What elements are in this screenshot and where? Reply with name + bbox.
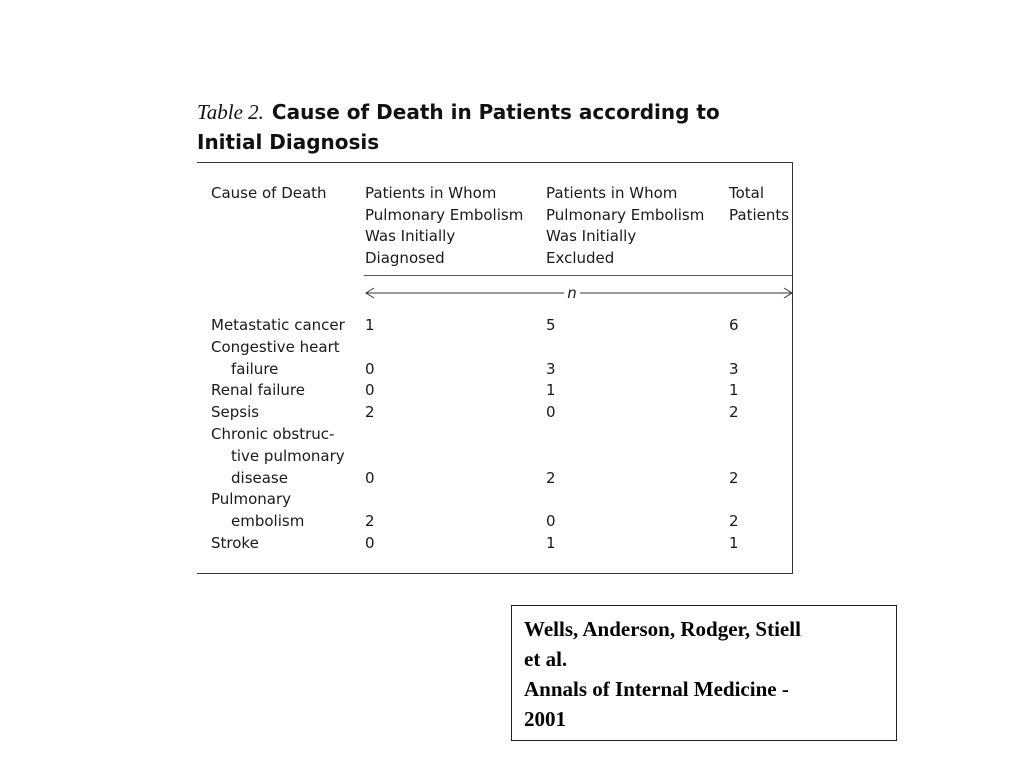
column-header-line: Pulmonary Embolism	[365, 205, 524, 224]
excluded-count-cell: 2	[546, 468, 556, 487]
column-header-cause	[211, 183, 327, 205]
cause-line: failure	[231, 359, 279, 378]
total-count-cell: 3	[729, 359, 739, 378]
table-title-line-2: Initial Diagnosis	[197, 130, 380, 154]
table-body	[197, 315, 792, 555]
unit-label: n	[564, 283, 580, 303]
excluded-count-cell: 0	[546, 403, 556, 422]
column-header-line: Pulmonary Embolism	[546, 205, 705, 224]
cause-line: Pulmonary	[211, 490, 291, 509]
citation-line: Annals of Internal Medicine -	[524, 677, 789, 701]
cause-line: Sepsis	[211, 403, 260, 422]
table-row	[197, 380, 792, 402]
header-rule	[364, 275, 792, 276]
citation-line: 2001	[524, 707, 566, 731]
cause-line: Renal failure	[211, 381, 305, 400]
column-header-line: Patients in Whom	[546, 184, 678, 202]
citation-line: et al.	[524, 647, 568, 671]
table-number: Table 2.	[197, 100, 264, 124]
column-header-line: Was Initially	[546, 227, 637, 245]
column-header-line: Excluded	[546, 248, 615, 267]
cause-line: tive pulmonary	[231, 446, 345, 465]
cause-of-death-cell	[211, 424, 345, 489]
data-table	[197, 162, 793, 574]
column-header-line: Cause of Death	[211, 184, 327, 202]
cause-of-death-cell	[211, 402, 259, 424]
diagnosed-count-cell: 0	[365, 533, 375, 552]
column-header-line: Diagnosed	[365, 248, 445, 267]
citation-box	[511, 605, 897, 741]
column-header-line: Patients	[729, 205, 790, 224]
diagnosed-count-cell: 0	[365, 381, 375, 400]
cause-of-death-cell	[211, 533, 259, 555]
table-row	[197, 424, 792, 489]
excluded-count-cell: 5	[546, 316, 556, 334]
excluded-count-cell: 1	[546, 533, 556, 552]
cause-of-death-cell	[211, 380, 305, 402]
excluded-count-cell: 1	[546, 381, 556, 400]
total-count-cell: 2	[729, 468, 739, 487]
cause-line: Stroke	[211, 533, 259, 552]
table-row	[197, 402, 792, 424]
total-count-cell: 2	[729, 403, 739, 422]
diagnosed-count-cell: 0	[365, 359, 375, 378]
total-count-cell: 1	[729, 381, 739, 400]
column-header-diagnosed	[365, 183, 523, 269]
table-title-line-1	[197, 97, 757, 127]
diagnosed-count-cell: 2	[365, 403, 375, 422]
column-header-total	[729, 183, 789, 226]
table-row	[197, 489, 792, 533]
cause-line: Chronic obstruc-	[211, 424, 335, 443]
table-row	[197, 533, 792, 555]
column-header-line: Patients in Whom	[365, 184, 497, 202]
total-count-cell: 2	[729, 512, 739, 531]
total-count-cell: 1	[729, 533, 739, 552]
diagnosed-count-cell: 1	[365, 316, 375, 334]
unit-span-arrow	[364, 283, 793, 303]
column-header-line: Was Initially	[365, 227, 456, 245]
diagnosed-count-cell: 0	[365, 468, 375, 487]
table-row	[197, 315, 792, 337]
cause-line: Metastatic cancer	[211, 316, 345, 334]
table-title-text: Cause of Death in Patients according to	[271, 100, 720, 124]
column-header-line: Total	[729, 184, 765, 202]
cause-of-death-cell	[211, 315, 345, 337]
column-header-excluded	[546, 183, 704, 269]
excluded-count-cell: 0	[546, 512, 556, 531]
excluded-count-cell: 3	[546, 359, 556, 378]
cause-line: embolism	[231, 512, 305, 531]
diagnosed-count-cell: 2	[365, 512, 375, 531]
cause-of-death-cell	[211, 489, 304, 533]
cause-line: Congestive heart	[211, 337, 340, 356]
cause-of-death-cell	[211, 337, 340, 381]
table-row	[197, 337, 792, 381]
citation-line: Wells, Anderson, Rodger, Stiell	[524, 617, 801, 641]
cause-line: disease	[231, 468, 288, 487]
total-count-cell: 6	[729, 316, 739, 334]
table-title	[197, 97, 757, 157]
